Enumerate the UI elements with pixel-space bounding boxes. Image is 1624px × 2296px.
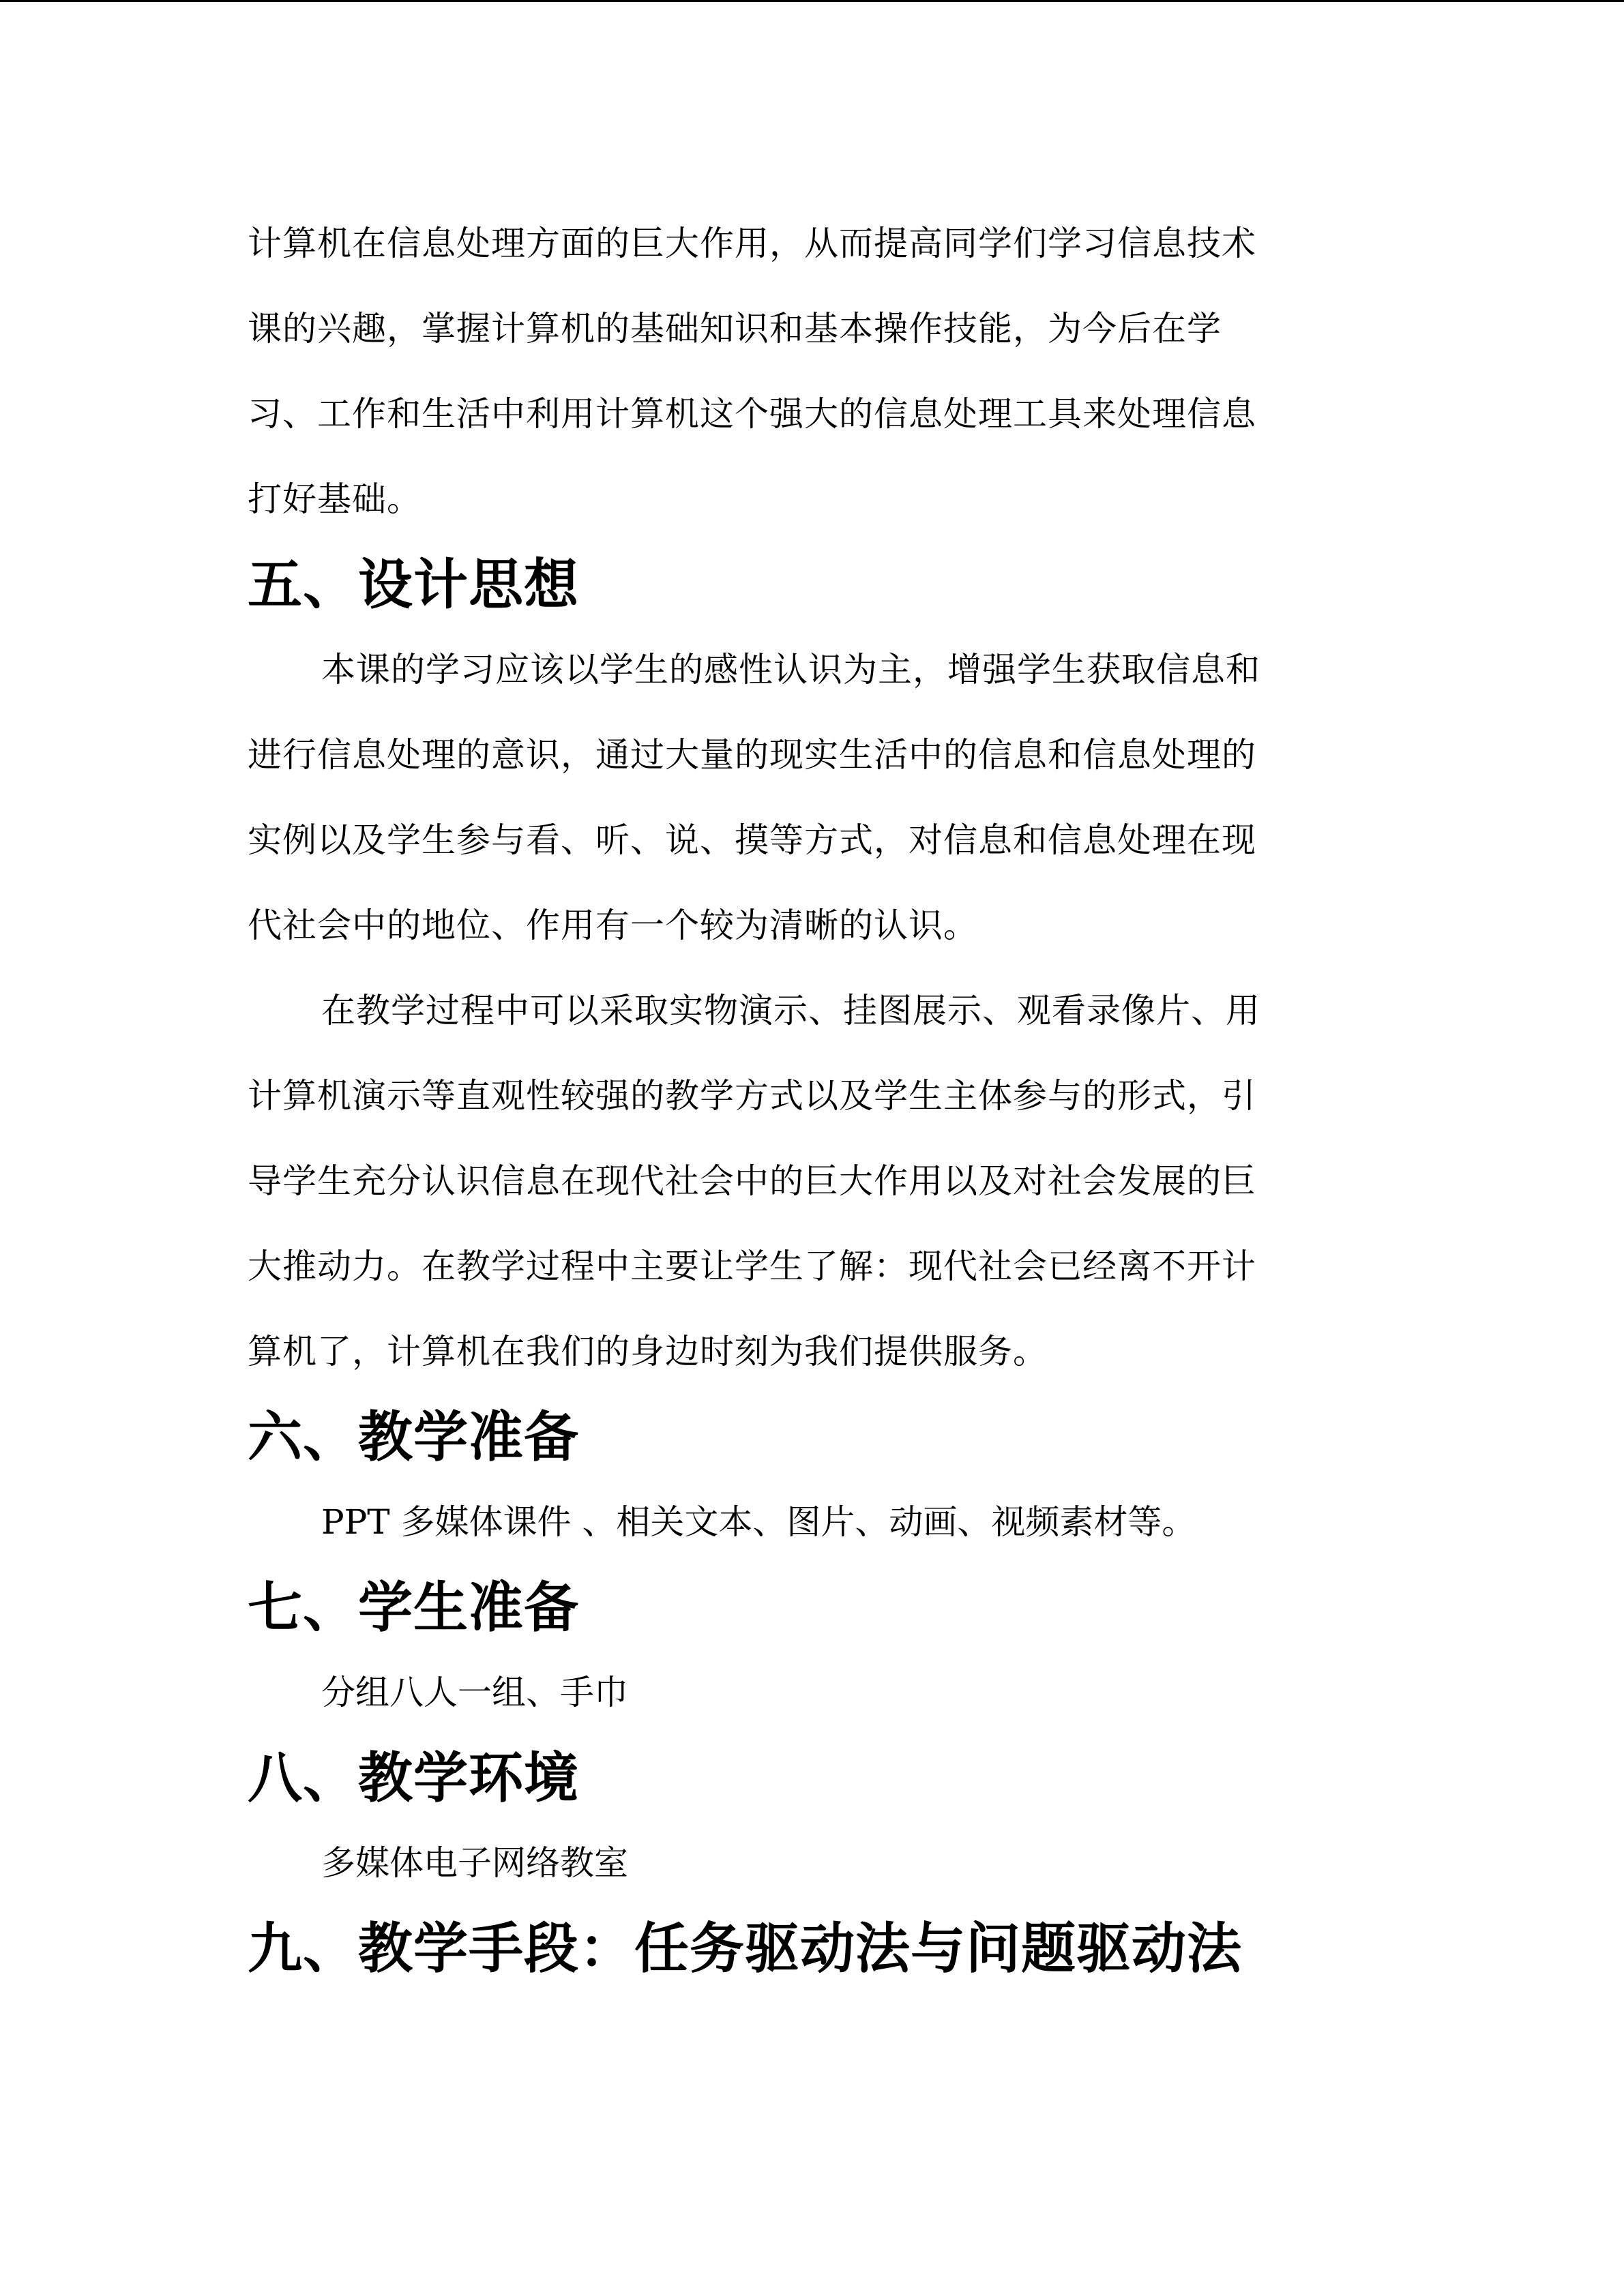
teaching-preparation-text: PPT 多媒体课件 、相关文本、图片、动画、视频素材等。 <box>321 1502 1196 1542</box>
section-heading-teaching-methods: 九、教学手段：任务驱动法与问题驱动法 <box>248 1917 1242 1980</box>
document-body <box>248 201 1356 1991</box>
student-preparation-text: 分组八人一组、手巾 <box>321 1673 628 1712</box>
text-line: 在教学过程中可以采取实物演示、挂图展示、观看录像片、用 <box>321 991 1260 1030</box>
section-heading-design-idea: 五、设计思想 <box>248 553 579 616</box>
text-line: 实例以及学生参与看、听、说、摸等方式，对信息和信息处理在现 <box>248 820 1256 860</box>
text-line: 导学生充分认识信息在现代社会中的巨大作用以及对社会发展的巨 <box>248 1161 1256 1201</box>
text-line: 代社会中的地位、作用有一个较为清晰的认识。 <box>248 906 978 945</box>
text-line: 打好基础。 <box>248 479 422 519</box>
text-line: 计算机在信息处理方面的巨大作用，从而提高同学们学习信息技术 <box>248 224 1256 263</box>
text-line: 课的兴趣，掌握计算机的基础知识和基本操作技能，为今后在学 <box>248 309 1222 348</box>
text-line: 计算机演示等直观性较强的教学方式以及学生主体参与的形式，引 <box>248 1076 1256 1116</box>
section-heading-teaching-environment: 八、教学环境 <box>248 1746 579 1810</box>
text-line: 本课的学习应该以学生的感性认识为主，增强学生获取信息和 <box>321 650 1260 689</box>
teaching-environment-text: 多媒体电子网络教室 <box>321 1843 628 1883</box>
text-line: 习、工作和生活中利用计算机这个强大的信息处理工具来处理信息 <box>248 394 1256 434</box>
text-line: 大推动力。在教学过程中主要让学生了解：现代社会已经离不开计 <box>248 1247 1256 1286</box>
text-line: 进行信息处理的意识，通过大量的现实生活中的信息和信息处理的 <box>248 735 1256 775</box>
design-idea-paragraph-2 <box>248 968 1356 1395</box>
top-border-line <box>0 0 1624 2</box>
text-line: 算机了，计算机在我们的身边时刻为我们提供服务。 <box>248 1332 1048 1371</box>
design-idea-paragraph-1 <box>248 627 1356 968</box>
section-heading-teaching-preparation: 六、教学准备 <box>248 1405 579 1469</box>
intro-paragraph <box>248 201 1356 542</box>
section-heading-student-preparation: 七、学生准备 <box>248 1576 579 1639</box>
